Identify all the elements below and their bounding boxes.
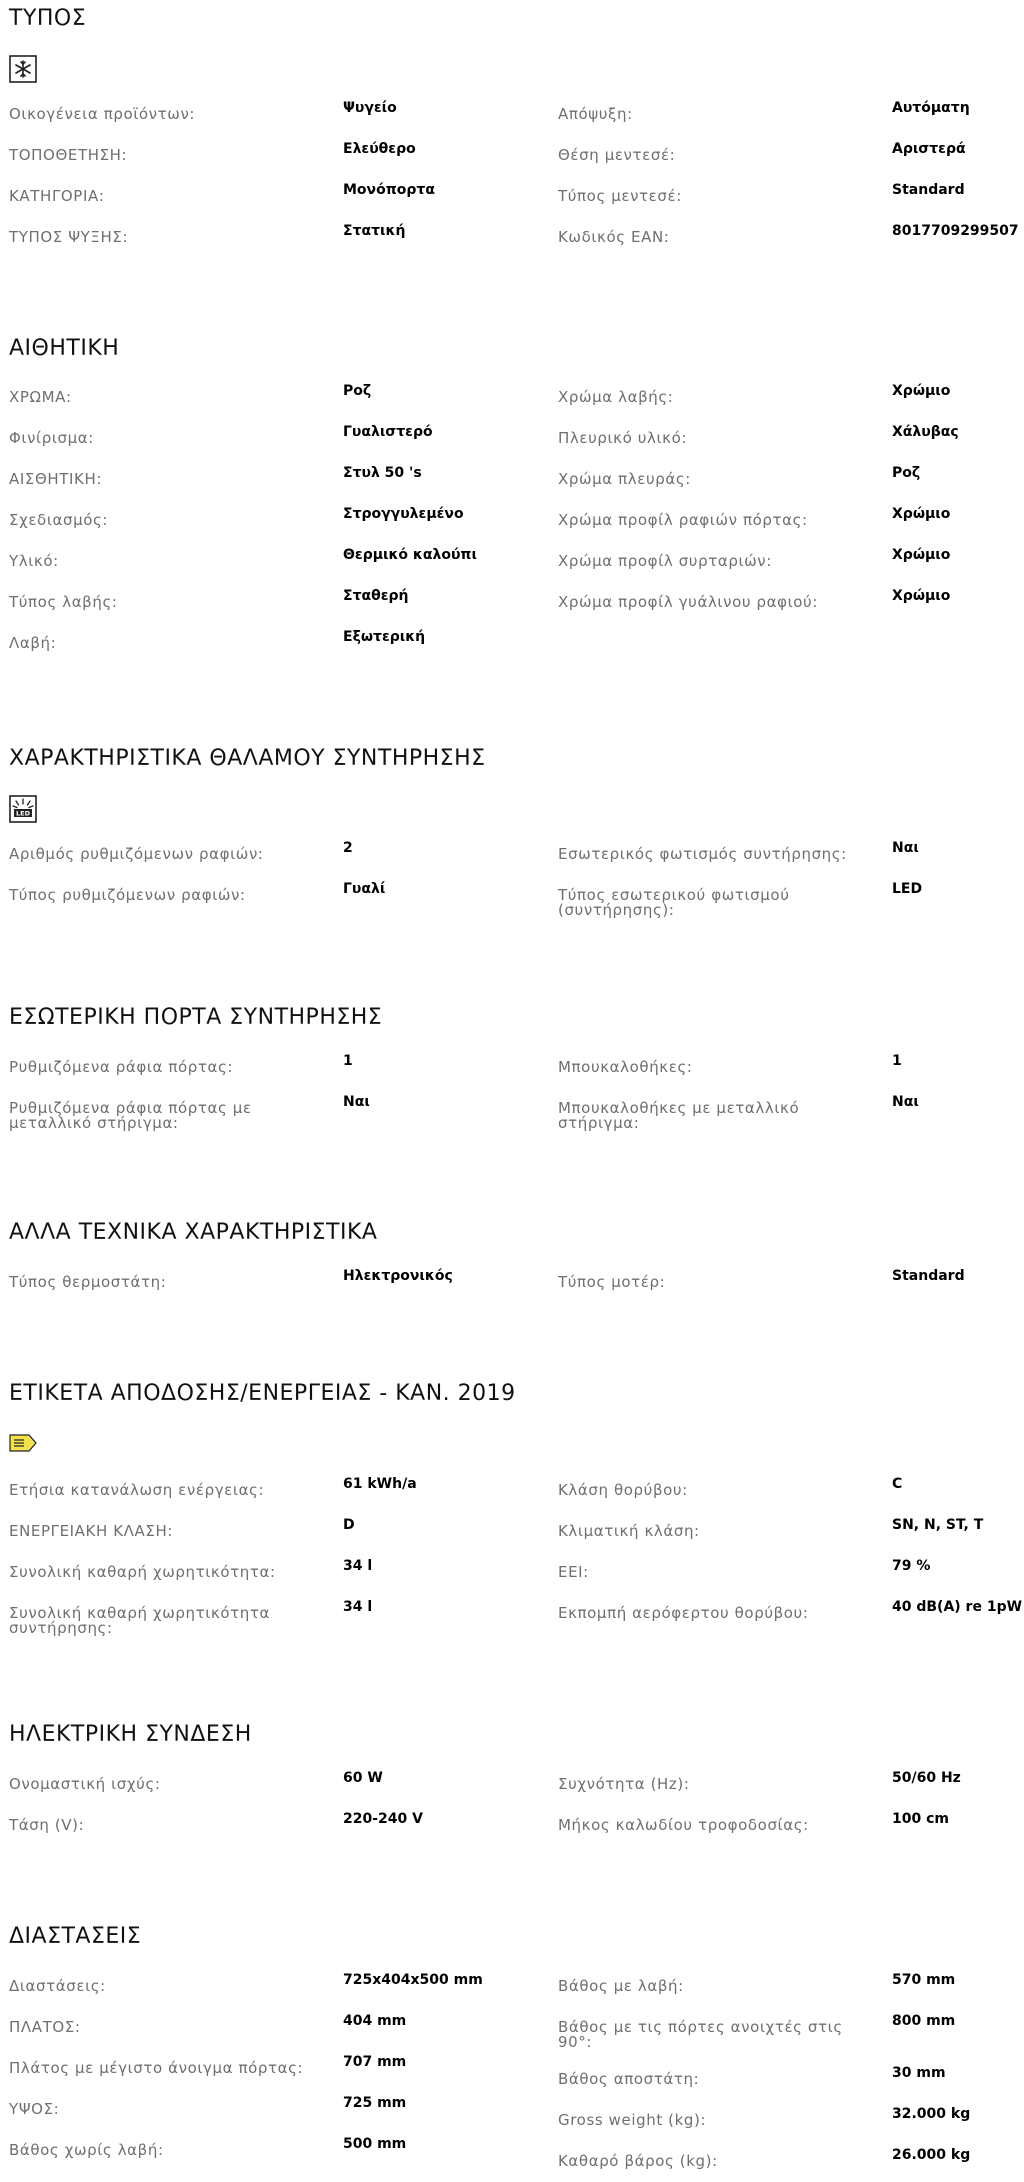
spec-value: LED [892,881,923,897]
spec-value: 725x404x500 mm [343,1972,483,1988]
spec-label: Τύπος μεντεσέ: [558,187,682,205]
led-light-icon [9,795,37,823]
snowflake-icon [9,55,37,83]
spec-label: Μήκος καλωδίου τροφοδοσίας: [558,1816,809,1834]
spec-value: Χρώμιο [892,588,951,604]
spec-label: Τύπος θερμοστάτη: [9,1273,167,1291]
spec-label: Βάθος αποστάτη: [558,2070,700,2088]
spec-value: 34 l [343,1558,373,1574]
spec-value: 500 mm [343,2136,407,2152]
section-title: ΑΛΛΑ ΤΕΧΝΙΚΑ ΧΑΡΑΚΤΗΡΙΣΤΙΚΑ [9,1220,378,1245]
spec-label: Ονομαστική ισχύς: [9,1775,161,1793]
spec-value: 800 mm [892,2013,956,2029]
spec-value: 1 [343,1053,353,1069]
section-title: ΗΛΕΚΤΡΙΚΗ ΣΥΝΔΕΣΗ [9,1722,252,1747]
spec-label: Μπουκαλοθήκες: [558,1058,693,1076]
spec-label: Πλάτος με μέγιστο άνοιγμα πόρτας: [9,2059,304,2077]
spec-value: D [343,1517,355,1533]
spec-label: Συνολική καθαρή χωρητικότητα συντήρησης: [9,1604,271,1637]
spec-label: Διαστάσεις: [9,1977,106,1995]
spec-label: Κλιματική κλάση: [558,1522,700,1540]
spec-value: 2 [343,840,353,856]
spec-label: Λαβή: [9,634,57,652]
spec-label: Τύπος εσωτερικού φωτισμού (συντήρησης): [558,886,790,919]
spec-label: ΑΙΣΘΗΤΙΚΗ: [9,470,103,488]
spec-label: Τύπος μοτέρ: [558,1273,666,1291]
spec-value: Στατική [343,223,406,239]
spec-label: ΚΑΤΗΓΟΡΙΑ: [9,187,105,205]
spec-value: 404 mm [343,2013,407,2029]
svg-text:LED: LED [16,809,30,818]
spec-label: Τύπος ρυθμιζόμενων ραφιών: [9,886,246,904]
spec-value: Στρογγυλεμένο [343,506,464,522]
spec-label: ΤΥΠΟΣ ΨΥΞΗΣ: [9,228,129,246]
spec-value: Ηλεκτρονικός [343,1268,453,1284]
spec-label: Βάθος με λαβή: [558,1977,684,1995]
spec-label: EEI: [558,1563,589,1581]
spec-value: 61 kWh/a [343,1476,417,1492]
spec-label: ΧΡΩΜΑ: [9,388,72,406]
spec-label: Κλάση θορύβου: [558,1481,688,1499]
spec-value: Εξωτερική [343,629,426,645]
spec-label: Ετήσια κατανάλωση ενέργειας: [9,1481,265,1499]
spec-value: Στυλ 50 's [343,465,422,481]
spec-value: Σταθερή [343,588,409,604]
spec-label: Τάση (V): [9,1816,85,1834]
spec-label: Αριθμός ρυθμιζόμενων ραφιών: [9,845,264,863]
section-title: ΧΑΡΑΚΤΗΡΙΣΤΙΚΑ ΘΑΛΑΜΟΥ ΣΥΝΤΗΡΗΣΗΣ [9,746,486,771]
spec-value: Θερμικό καλούπι [343,547,477,563]
spec-label: Χρώμα προφίλ συρταριών: [558,552,772,570]
energy-label-icon [9,1429,37,1457]
section-title: ΔΙΑΣΤΑΣΕΙΣ [9,1924,142,1949]
spec-value: 570 mm [892,1972,956,1988]
spec-label: Τύπος λαβής: [9,593,118,611]
spec-value: Γυαλί [343,881,386,897]
spec-value: 725 mm [343,2095,407,2111]
spec-value: Χρώμιο [892,506,951,522]
spec-value: 50/60 Hz [892,1770,961,1786]
spec-label: Υλικό: [9,552,59,570]
spec-value: 60 W [343,1770,383,1786]
spec-label: Χρώμα λαβής: [558,388,674,406]
spec-value: 26.000 kg [892,2147,971,2163]
spec-label: ΠΛΑΤΟΣ: [9,2018,81,2036]
spec-value: 32.000 kg [892,2106,971,2122]
spec-label: Χρώμα πλευράς: [558,470,691,488]
spec-value: Ελεύθερο [343,141,416,157]
spec-label: Ρυθμιζόμενα ράφια πόρτας: [9,1058,234,1076]
spec-label: Μπουκαλοθήκες με μεταλλικό στήριγμα: [558,1099,800,1132]
spec-value: Αριστερά [892,141,966,157]
spec-label: Ρυθμιζόμενα ράφια πόρτας με μεταλλικό στήριγμα: [9,1099,252,1132]
spec-label: Βάθος με τις πόρτες ανοιχτές στις 90°: [558,2018,843,2051]
spec-value: 34 l [343,1599,373,1615]
spec-value: Standard [892,1268,965,1284]
spec-label: Κωδικός EAN: [558,228,670,246]
spec-label: Θέση μεντεσέ: [558,146,676,164]
spec-value: C [892,1476,903,1492]
spec-label: Οικογένεια προϊόντων: [9,105,196,123]
section-title: ΕΤΙΚΕΤΑ ΑΠΟΔΟΣΗΣ/ΕΝΕΡΓΕΙΑΣ - ΚΑΝ. 2019 [9,1381,516,1406]
spec-value: Μονόπορτα [343,182,435,198]
spec-label: Σχεδιασμός: [9,511,109,529]
spec-label: Εκπομπή αερόφερτου θορύβου: [558,1604,809,1622]
spec-value: Χάλυβας [892,424,959,440]
spec-value: SN, N, ST, T [892,1517,984,1533]
spec-value: Χρώμιο [892,547,951,563]
spec-label: ΤΟΠΟΘΕΤΗΣΗ: [9,146,128,164]
spec-value: 30 mm [892,2065,946,2081]
spec-label: Συχνότητα (Hz): [558,1775,690,1793]
spec-value: Αυτόματη [892,100,970,116]
spec-label: ΕΝΕΡΓΕΙΑΚΗ ΚΛΑΣΗ: [9,1522,173,1540]
spec-value: 40 dB(A) re 1pW [892,1599,1023,1615]
spec-value: 707 mm [343,2054,407,2070]
spec-label: Καθαρό βάρος (kg): [558,2152,718,2170]
spec-label: Χρώμα προφίλ γυάλινου ραφιού: [558,593,818,611]
spec-label: Απόψυξη: [558,105,633,123]
spec-label: Πλευρικό υλικό: [558,429,688,447]
spec-value: Ψυγείο [343,100,397,116]
spec-value: 8017709299507 [892,223,1019,239]
section-title: ΤΥΠΟΣ [9,6,87,31]
spec-value: 1 [892,1053,902,1069]
spec-value: Ναι [892,840,919,856]
spec-label: Βάθος χωρίς λαβή: [9,2141,164,2159]
spec-label: Gross weight (kg): [558,2111,707,2129]
spec-value: Γυαλιστερό [343,424,433,440]
spec-value: Ροζ [892,465,921,481]
spec-label: Φινίρισμα: [9,429,94,447]
section-title: ΑΙΘΗΤΙΚΗ [9,336,120,361]
spec-label: Συνολική καθαρή χωρητικότητα: [9,1563,276,1581]
spec-value: 79 % [892,1558,931,1574]
spec-value: 220-240 V [343,1811,423,1827]
spec-label: Εσωτερικός φωτισμός συντήρησης: [558,845,847,863]
spec-value: Ναι [892,1094,919,1110]
spec-label: Χρώμα προφίλ ραφιών πόρτας: [558,511,808,529]
spec-value: Ναι [343,1094,370,1110]
spec-value: Ροζ [343,383,372,399]
spec-label: ΥΨΟΣ: [9,2100,60,2118]
spec-value: Standard [892,182,965,198]
section-title: ΕΣΩΤΕΡΙΚΗ ΠΟΡΤΑ ΣΥΝΤΗΡΗΣΗΣ [9,1005,383,1030]
spec-value: 100 cm [892,1811,949,1827]
spec-value: Χρώμιο [892,383,951,399]
